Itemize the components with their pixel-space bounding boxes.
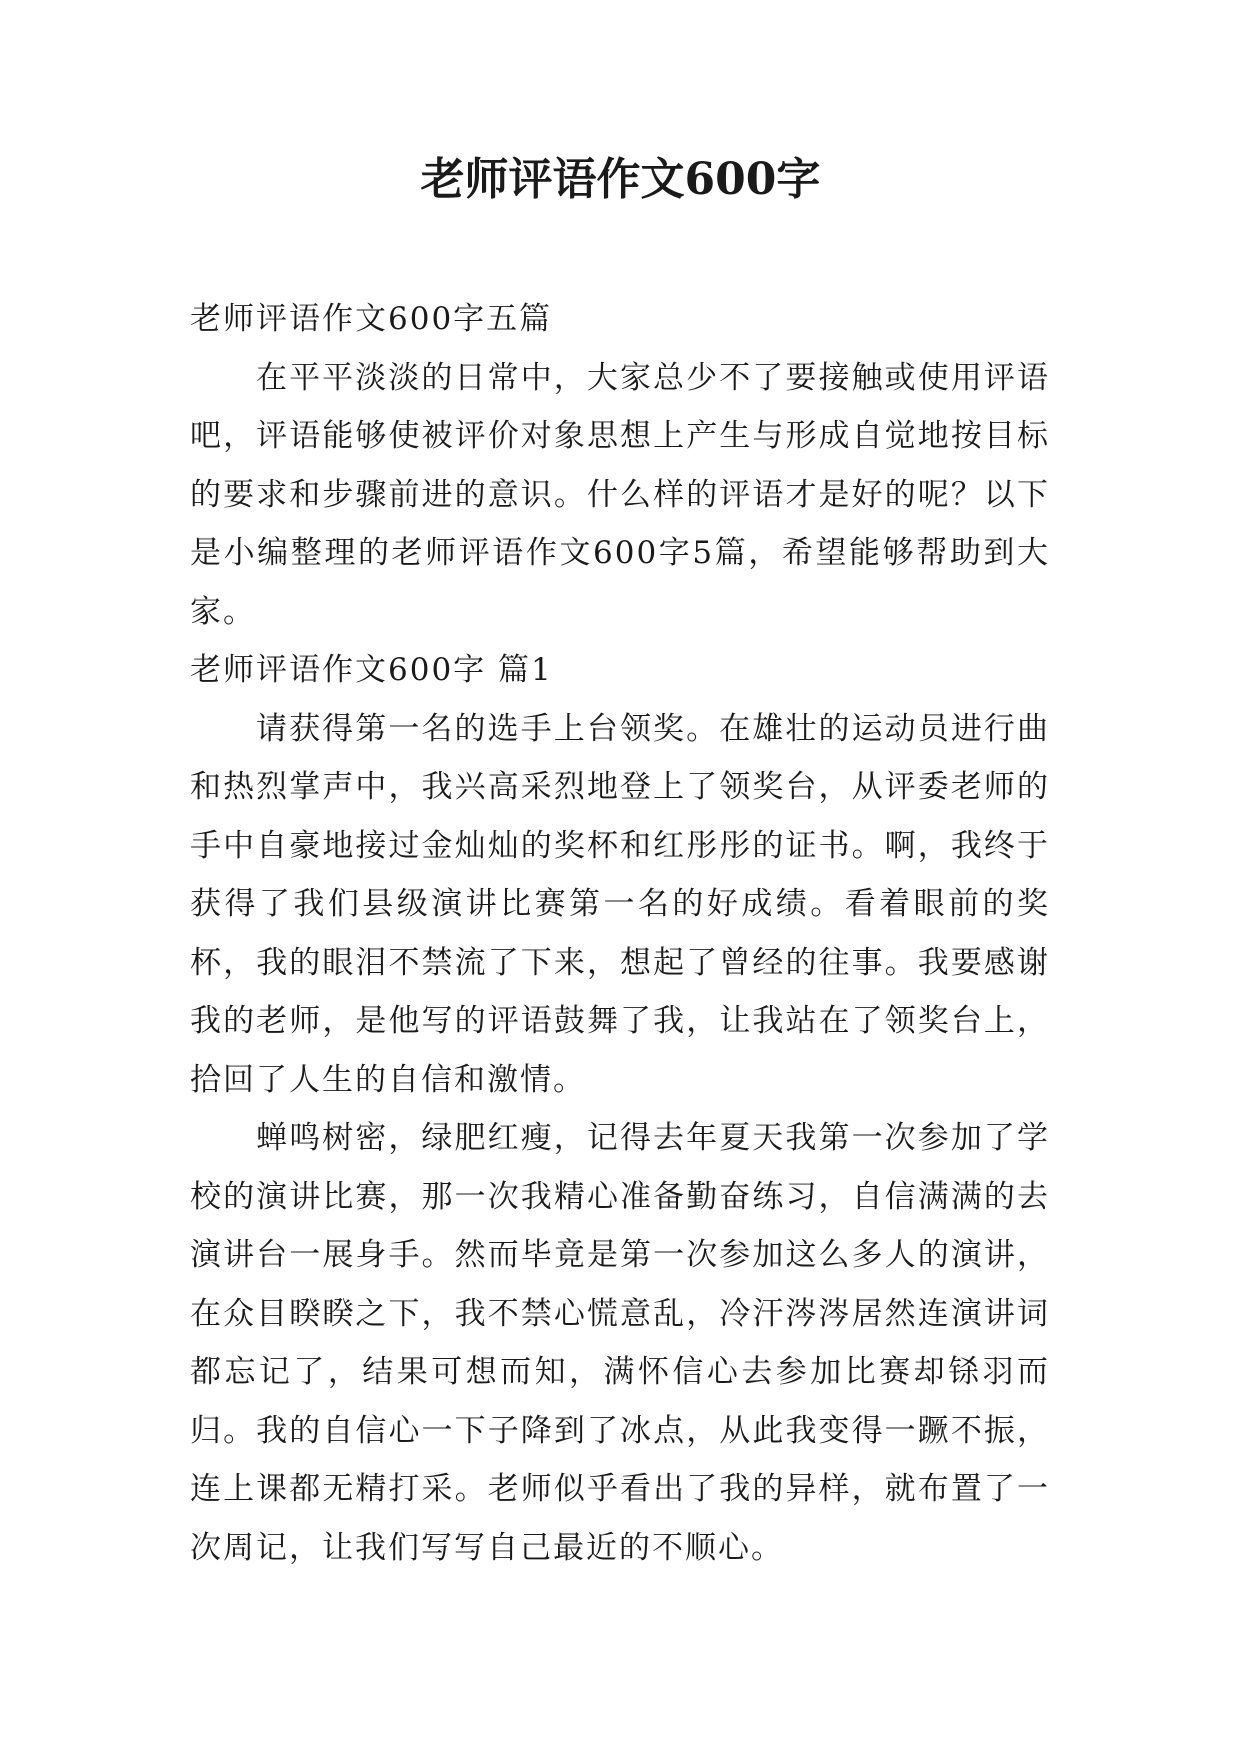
body-paragraph: 蝉鸣树密，绿肥红瘦，记得去年夏天我第一次参加了学校的演讲比赛，那一次我精心准备勤奋练习，自信满满的去演讲台一展身手。然而毕竟是第一次参加这么多人的演讲，在众目睽睽之下，我不禁心慌意乱，冷汗涔涔居然连演讲词都忘记了，结果可想而知，满怀信心去参加比赛却铩羽而归。我的自信心一下子降到了冰点，从此我变得一蹶不振，连上课都无精打采。老师似乎看出了我的异样，就布置了一次周记，让我们写写自己最近的不顺心。: [190, 1120, 1050, 1566]
body-paragraph: 请获得第一名的选手上台领奖。在雄壮的运动员进行曲和热烈掌声中，我兴高采烈地登上了领奖台，从评委老师的手中自豪地接过金灿灿的奖杯和红彤彤的证书。啊，我终于获得了我们县级演讲比赛第一名的好成绩。看着眼前的奖杯，我的眼泪不禁流了下来，想起了曾经的往事。我要感谢我的老师，是他写的评语鼓舞了我，让我站在了领奖台上，拾回了人生的自信和激情。: [190, 710, 1050, 1098]
document-body: [190, 290, 1050, 1577]
section-heading: 老师评语作文600字 篇1: [190, 652, 553, 688]
intro-paragraph: 在平平淡淡的日常中，大家总少不了要接触或使用评语吧，评语能够使被评价对象思想上产生与形成自觉地按目标的要求和步骤前进的意识。什么样的评语才是好的呢？以下是小编整理的老师评语作文600字5篇，希望能够帮助到大家。: [190, 359, 1050, 630]
document-title: 老师评语作文600字: [420, 154, 821, 205]
document-subtitle: 老师评语作文600字五篇: [190, 301, 553, 337]
